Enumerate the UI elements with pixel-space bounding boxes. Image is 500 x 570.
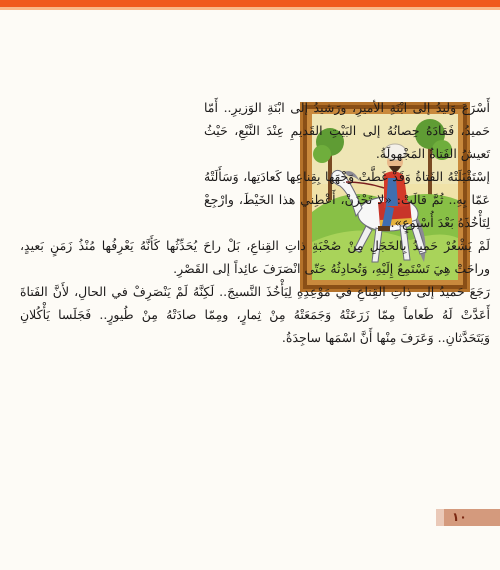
paragraph-2: إسْتَقْبَلَتْهُ الفَتاةُ وَقَدْ غَطَّتْ وَجْهَها بِقِناعِها كَعادَتِها، وَسَأَلَتْهُ عَمّا بِهِ.. ثُمَّ قالَتْ: «لا تَحْزَنْ، أَعْطِني هذا الخَيْطَ، وارْجِعْ لِتَأْخُذَهُ بَعْدَ أُسْبوعٍ». — [204, 169, 490, 230]
paragraph-4: رَجَعَ حَميدُ إلى ذاتِ القِناعِ في مَوْعِدِهِ لِيَأْخُذَ النَّسيجَ.. لَكِنَّهُ لَمْ يَنْصَرِفْ في الحالِ، لأَنَّ الفَتاةَ أَعَدَّتْ لَهُ طَعاماً مِمّا زَرَعَتْهُ وَجَمَعَتْهُ مِنْ ثِمارٍ، ومِمّا صادَتْهُ مِنْ طُيورٍ.. فَجَلَسا يَأْكُلانِ وَيَتَحَدَّثانِ.. وَعَرَفَ مِنْها أَنَّ اسْمَها ساجِدَةُ. — [20, 284, 490, 345]
paragraph-1: أَسْرَعَ وَليدُ إلى ابْنَةِ الأميرِ، ورَشيدُ إلى ابْنَةِ الوَزيرِ.. أَمّا حَميدُ، فَقادَهُ حِصانُهُ إلى البَيْتِ القَديمِ عِنْدَ النَّبْعِ، حَيْثُ تَعيشُ الفَتاةُ المَجْهولَةُ. — [204, 100, 490, 161]
top-color-band — [0, 0, 500, 7]
page-number: ١٠ — [444, 509, 500, 526]
story-text — [10, 96, 490, 349]
paragraph-3: لَمْ يَشْعُرْ حَميدُ بِالخَجَلِ مِنْ صُحْبَةِ ذاتِ القِناعِ، بَلْ راحَ يُحَدِّثُها كَأَنَّهُ يَعْرِفُها مُنْذُ زَمَنٍ بَعيدٍ، وراحَتْ هِيَ تَسْتَمِعُ إِلَيْهِ، وَتُحادِثُهُ حَتّى انْصَرَفَ عائِداً إلى القَصْرِ. — [20, 238, 490, 276]
